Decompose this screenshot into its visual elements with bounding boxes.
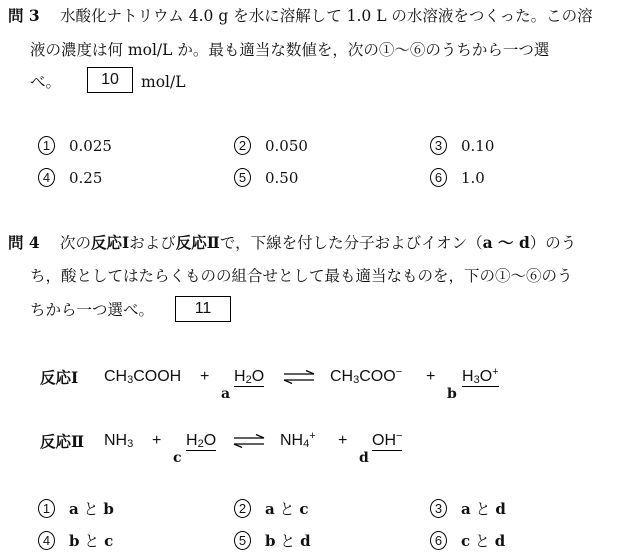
q3-unit: mol/L — [141, 73, 186, 91]
circled-number-icon: 5 — [234, 168, 251, 187]
q3-choice-6[interactable] — [430, 168, 485, 187]
circled-number-icon: 1 — [38, 499, 55, 518]
formula-superscript: + — [492, 366, 499, 378]
q4-choice-combo — [69, 498, 114, 519]
circled-number-icon: 1 — [38, 136, 55, 155]
formula-part: CH — [330, 368, 354, 385]
choice-connector: と — [475, 500, 491, 518]
q4-letter-range: a ～ d — [482, 233, 530, 252]
formula-subscript: 3 — [353, 374, 360, 386]
q4-text-line2: ち，酸としてはたらくものの組合せとして最も適当なものを，下の①～⑥のう — [30, 267, 573, 285]
q3-choice-value: 0.25 — [69, 168, 103, 187]
formula-subscript: 3 — [473, 374, 480, 386]
reaction2-product2 — [372, 432, 402, 450]
q3-choice-value: 0.50 — [265, 168, 299, 187]
reaction2-letter-c: c — [173, 450, 182, 466]
q4-number: 問 4 — [8, 233, 40, 252]
circled-number-icon: 5 — [234, 531, 251, 550]
choice-letter: b — [103, 500, 114, 518]
choice-letter: d — [494, 532, 506, 550]
formula-part: NH — [280, 432, 304, 449]
q4-choice-3[interactable] — [430, 498, 506, 519]
q3-choice-value: 0.10 — [461, 136, 495, 155]
equilibrium-arrow-icon — [232, 434, 266, 448]
reaction1-plus1: + — [200, 368, 210, 385]
q3-choice-value: 1.0 — [461, 168, 485, 187]
q3-choice-2[interactable] — [234, 136, 308, 155]
reaction1-plus2: + — [426, 368, 436, 385]
q3-choice-1[interactable] — [38, 136, 112, 155]
q3-text-line2: 液の濃度は何 mol/L か。最も適当な数値を，次の①～⑥のうちから一つ選 — [30, 41, 550, 59]
reaction1-reactant1 — [104, 368, 181, 386]
reaction1-product2 — [462, 368, 499, 386]
choice-connector: と — [280, 532, 296, 550]
q4-choice-combo — [265, 530, 311, 551]
choice-connector: と — [474, 532, 490, 550]
q3-text-line3: べ。 — [30, 73, 62, 91]
q4-choice-combo — [461, 498, 506, 519]
q3-choice-value: 0.025 — [69, 136, 112, 155]
q3-choice-5[interactable] — [234, 168, 298, 187]
formula-superscript: − — [395, 366, 403, 378]
choice-connector: と — [279, 500, 295, 518]
q4-text-segment: で，下線を付した分子およびイオン（ — [219, 234, 483, 252]
choice-letter: a — [265, 500, 275, 518]
reaction1-reactant2 — [234, 368, 264, 386]
q4-choice-6[interactable] — [430, 530, 505, 551]
circled-number-icon: 3 — [430, 499, 447, 518]
reaction2-reactant1 — [104, 432, 133, 450]
formula-part: O — [479, 368, 493, 385]
q4-text-segment: および — [129, 234, 176, 252]
reaction1-letter-b: b — [447, 386, 457, 402]
equilibrium-arrow-icon — [282, 370, 316, 384]
q4-text-line3: ちから一つ選べ。 — [30, 301, 155, 319]
choice-letter: d — [495, 500, 506, 518]
formula-part: O — [203, 432, 217, 449]
q4-choice-1[interactable] — [38, 498, 114, 519]
q3-text-line1: 水酸化ナトリウム 4.0 g を水に溶解して 1.0 L の水溶液をつくった。この溶 — [60, 7, 593, 25]
q3-choice-value: 0.050 — [265, 136, 308, 155]
formula-part: NH — [104, 432, 128, 449]
choice-letter: a — [461, 500, 471, 518]
formula-part: H — [186, 432, 198, 449]
reaction2-product1 — [280, 432, 316, 450]
formula-part: CH — [104, 368, 128, 385]
formula-part: COO — [359, 368, 396, 385]
reaction1-label: 反応Ⅰ — [40, 368, 79, 387]
q3-choice-3[interactable] — [430, 136, 494, 155]
circled-number-icon: 4 — [38, 168, 55, 187]
formula-part: H — [234, 368, 246, 385]
circled-number-icon: 6 — [430, 531, 447, 550]
q3-answer-box: 10 — [87, 67, 133, 93]
formula-part: O — [251, 368, 265, 385]
choice-letter: b — [265, 532, 276, 550]
q4-choice-4[interactable] — [38, 530, 113, 551]
choice-letter: c — [299, 500, 309, 518]
q4-reaction2-ref: 反応Ⅱ — [175, 233, 220, 252]
formula-subscript: 2 — [197, 438, 204, 450]
q4-text-line1 — [60, 233, 576, 253]
choice-letter: c — [461, 532, 471, 550]
q4-text-segment: ）のう — [529, 234, 577, 252]
formula-subscript: 4 — [303, 438, 310, 450]
circled-number-icon: 2 — [234, 499, 251, 518]
reaction1-product1 — [330, 368, 402, 386]
reaction2-letter-d: d — [359, 450, 369, 466]
choice-letter: a — [69, 500, 79, 518]
q4-choice-combo — [69, 530, 113, 551]
formula-part: OH — [372, 432, 396, 449]
choice-letter: d — [300, 532, 311, 550]
formula-subscript: 2 — [245, 374, 252, 386]
formula-part: COOH — [133, 368, 182, 385]
reaction2-reactant2 — [186, 432, 216, 450]
q3-number: 問 3 — [8, 6, 40, 25]
q4-reaction1-ref: 反応Ⅰ — [91, 233, 130, 252]
choice-letter: b — [69, 532, 80, 550]
formula-superscript: − — [396, 430, 403, 442]
q4-choice-5[interactable] — [234, 530, 311, 551]
q4-answer-box: 11 — [175, 296, 231, 322]
q4-choice-combo — [461, 530, 505, 551]
reaction2-label: 反応Ⅱ — [40, 432, 85, 451]
choice-letter: c — [104, 532, 114, 550]
choice-connector: と — [84, 532, 100, 550]
q4-choice-2[interactable] — [234, 498, 308, 519]
circled-number-icon: 6 — [430, 168, 447, 187]
q3-choice-4[interactable] — [38, 168, 102, 187]
formula-superscript: + — [309, 430, 316, 442]
q4-choice-combo — [265, 498, 308, 519]
formula-subscript: 3 — [127, 374, 134, 386]
reaction2-plus2: + — [338, 432, 348, 449]
circled-number-icon: 2 — [234, 136, 251, 155]
q4-text-segment: 次の — [60, 234, 92, 252]
formula-part: H — [462, 368, 474, 385]
reaction2-plus1: + — [152, 432, 162, 449]
formula-subscript: 3 — [127, 438, 134, 450]
reaction1-letter-a: a — [221, 386, 231, 402]
circled-number-icon: 3 — [430, 136, 447, 155]
choice-connector: と — [83, 500, 99, 518]
circled-number-icon: 4 — [38, 531, 55, 550]
